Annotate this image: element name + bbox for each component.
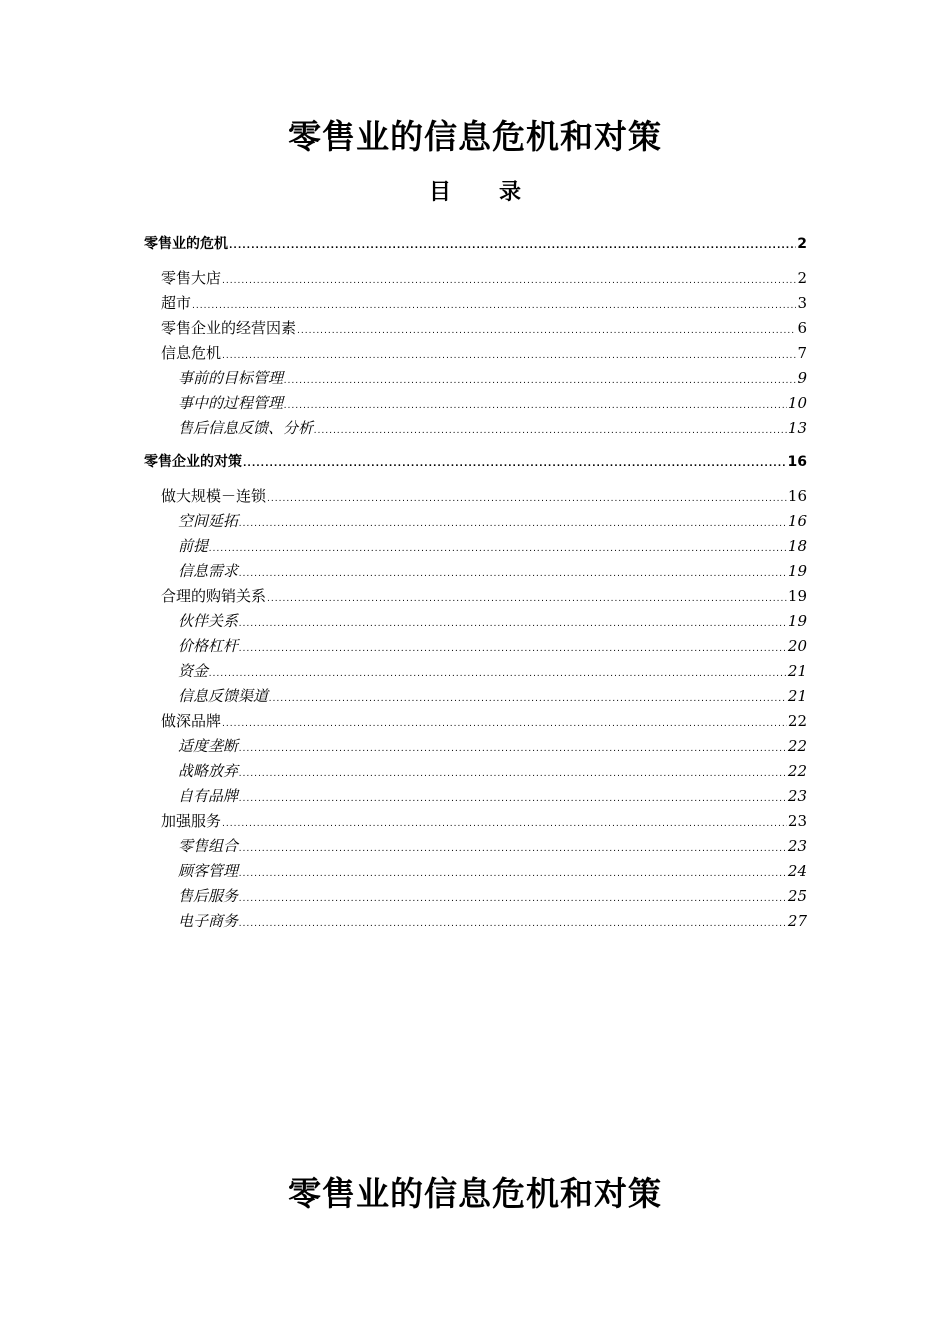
toc-dot-leader (284, 396, 787, 416)
toc-entry-page-number: 19 (787, 587, 807, 605)
toc-entry[interactable] (178, 686, 807, 706)
toc-dot-leader (239, 764, 787, 784)
toc-entry-page-number: 16 (787, 487, 807, 505)
toc-entry-label: 信息反馈渠道 (178, 687, 269, 705)
toc-entry[interactable] (161, 293, 807, 313)
toc-entry[interactable] (178, 368, 807, 388)
toc-entry-label: 资金 (178, 662, 209, 680)
toc-dot-leader (243, 454, 787, 474)
toc-entry-page-number: 6 (797, 319, 807, 337)
toc-entry-page-number: 16 (787, 454, 807, 470)
toc-entry-label: 战略放弃 (178, 762, 239, 780)
toc-entry[interactable] (144, 234, 807, 254)
toc-dot-leader (222, 814, 787, 834)
toc-dot-leader (239, 789, 787, 809)
toc-entry-label: 加强服务 (161, 812, 222, 830)
toc-entry-page-number: 23 (787, 837, 807, 855)
document-title: 零售业的信息危机和对策 (288, 117, 662, 156)
toc-dot-leader (239, 864, 787, 884)
toc-entry-page-number: 23 (787, 812, 807, 830)
toc-entry-page-number: 18 (787, 537, 807, 555)
toc-entry[interactable] (178, 786, 807, 806)
toc-dot-leader (222, 271, 796, 291)
toc-dot-leader (192, 296, 796, 316)
toc-entry[interactable] (178, 418, 807, 438)
toc-entry-page-number: 13 (787, 419, 807, 437)
toc-entry[interactable] (144, 452, 807, 472)
toc-entry-page-number: 23 (787, 787, 807, 805)
toc-heading-part1: 目 (428, 179, 451, 205)
toc-dot-leader (297, 321, 796, 341)
toc-entry-page-number: 7 (797, 344, 807, 362)
toc-entry[interactable] (178, 736, 807, 756)
toc-entry-page-number: 19 (787, 612, 807, 630)
toc-dot-leader (239, 564, 787, 584)
toc-dot-leader (239, 914, 787, 934)
toc-entry-label: 售后服务 (178, 887, 239, 905)
second-page-title: 零售业的信息危机和对策 (288, 1174, 662, 1213)
toc-entry-page-number: 16 (787, 512, 807, 530)
toc-entry-label: 做大规模－连锁 (161, 487, 267, 505)
toc-entry-label: 零售企业的对策 (144, 454, 242, 470)
toc-entry[interactable] (161, 811, 807, 831)
toc-entry-label: 事前的目标管理 (178, 369, 284, 387)
toc-entry-label: 零售企业的经营因素 (161, 319, 297, 337)
toc-entry[interactable] (178, 561, 807, 581)
toc-dot-leader (267, 589, 787, 609)
toc-entry-label: 顾客管理 (178, 862, 239, 880)
toc-entry-page-number: 2 (797, 236, 807, 252)
toc-dot-leader (209, 664, 787, 684)
toc-entry-page-number: 21 (787, 662, 807, 680)
toc-dot-leader (222, 714, 787, 734)
toc-entry[interactable] (178, 911, 807, 931)
toc-entry-label: 电子商务 (178, 912, 239, 930)
toc-entry[interactable] (161, 586, 807, 606)
toc-dot-leader (239, 889, 787, 909)
toc-entry-page-number: 2 (797, 269, 807, 287)
toc-entry-label: 自有品牌 (178, 787, 239, 805)
toc-entry[interactable] (178, 861, 807, 881)
toc-entry-page-number: 9 (797, 369, 807, 387)
toc-entry-page-number: 27 (787, 912, 807, 930)
toc-entry[interactable] (161, 318, 807, 338)
toc-entry[interactable] (178, 836, 807, 856)
toc-entry-label: 事中的过程管理 (178, 394, 284, 412)
toc-entry-page-number: 25 (787, 887, 807, 905)
toc-dot-leader (239, 514, 787, 534)
toc-dot-leader (209, 539, 787, 559)
toc-entry-page-number: 24 (787, 862, 807, 880)
toc-entry[interactable] (178, 611, 807, 631)
toc-entry[interactable] (178, 636, 807, 656)
toc-entry[interactable] (161, 711, 807, 731)
toc-entry[interactable] (178, 536, 807, 556)
toc-dot-leader (314, 421, 787, 441)
toc-entry-label: 零售组合 (178, 837, 239, 855)
toc-dot-leader (269, 689, 787, 709)
toc-dot-leader (267, 489, 787, 509)
toc-dot-leader (239, 739, 787, 759)
toc-entry-label: 价格杠杆 (178, 637, 239, 655)
toc-entry-page-number: 22 (787, 712, 807, 730)
toc-dot-leader (284, 371, 796, 391)
toc-entry[interactable] (178, 511, 807, 531)
toc-entry-label: 伙伴关系 (178, 612, 239, 630)
toc-entry-label: 零售大店 (161, 269, 222, 287)
toc-entry-label: 空间延拓 (178, 512, 239, 530)
toc-entry[interactable] (161, 268, 807, 288)
toc-dot-leader (239, 614, 787, 634)
toc-entry-page-number: 3 (797, 294, 807, 312)
toc-entry-label: 零售业的危机 (144, 236, 228, 252)
toc-entry-page-number: 21 (787, 687, 807, 705)
toc-entry[interactable] (178, 761, 807, 781)
toc-dot-leader (222, 346, 796, 366)
toc-entry-page-number: 10 (787, 394, 807, 412)
toc-entry-label: 前提 (178, 537, 209, 555)
toc-entry-page-number: 20 (787, 637, 807, 655)
toc-entry[interactable] (178, 393, 807, 413)
toc-entry-label: 信息危机 (161, 344, 222, 362)
toc-entry-label: 合理的购销关系 (161, 587, 267, 605)
toc-entry[interactable] (178, 661, 807, 681)
toc-entry-label: 做深品牌 (161, 712, 222, 730)
toc-entry-label: 信息需求 (178, 562, 239, 580)
toc-entry[interactable] (178, 886, 807, 906)
toc-entry-label: 售后信息反馈、分析 (178, 419, 314, 437)
toc-heading-part2: 录 (499, 179, 522, 205)
toc-entry-label: 适度垄断 (178, 737, 239, 755)
toc-dot-leader (239, 839, 787, 859)
toc-dot-leader (229, 236, 796, 256)
toc-dot-leader (239, 639, 787, 659)
toc-entry[interactable] (161, 343, 807, 363)
toc-entry-label: 超市 (161, 294, 192, 312)
toc-entry[interactable] (161, 486, 807, 506)
toc-entry-page-number: 19 (787, 562, 807, 580)
toc-entry-page-number: 22 (787, 737, 807, 755)
toc-entry-page-number: 22 (787, 762, 807, 780)
